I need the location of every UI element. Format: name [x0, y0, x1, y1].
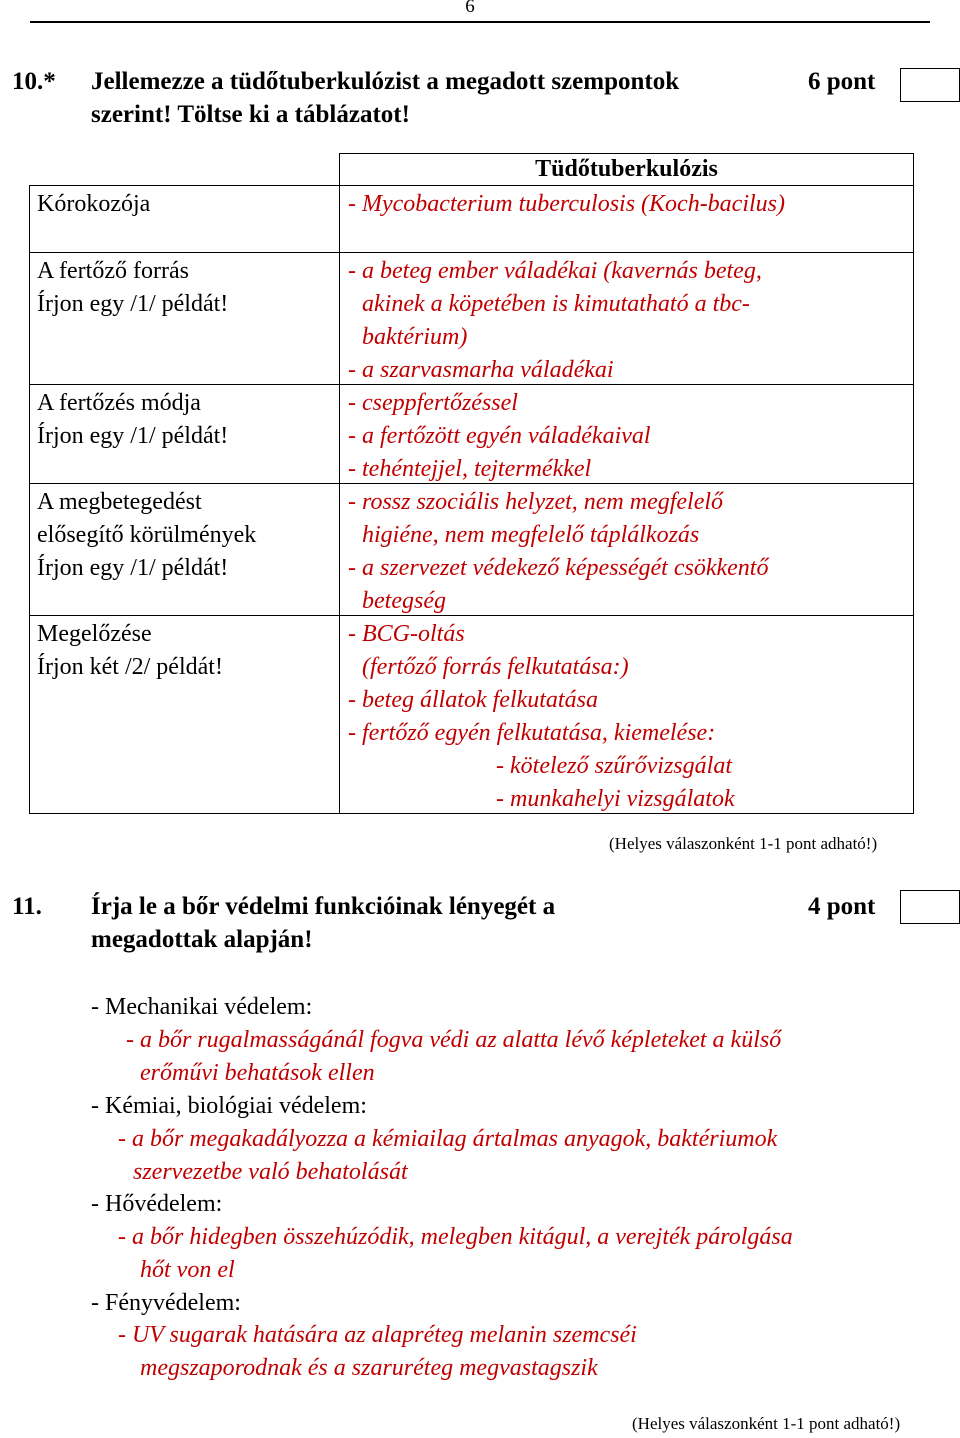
q11-title-line2: megadottak alapján! [91, 926, 313, 953]
q11-number: 11. [12, 893, 42, 920]
q11-answer-line: - a bőr rugalmasságánál fogva védi az alatta lévő képleteket a külső [126, 1027, 782, 1053]
answer-line: higiéne, nem megfelelő táplálkozás [362, 522, 700, 548]
q11-heading-kemiai: - Kémiai, biológiai védelem: [91, 1093, 367, 1119]
top-rule [30, 21, 930, 23]
q11-answer-line: erőművi behatások ellen [140, 1060, 375, 1086]
answer-line: - Mycobacterium tuberculosis (Koch-bacilus) [348, 191, 786, 217]
q10-points: 6 pont [808, 68, 876, 95]
q11-heading-mechanikai: - Mechanikai védelem: [91, 994, 313, 1020]
row-label-megelozes [30, 616, 340, 814]
row-label-fertozo-forras [30, 253, 340, 385]
label-line: elősegítő körülmények [37, 522, 257, 548]
row-answer-fertozes-modja [340, 385, 914, 484]
row-label-korokozo [30, 186, 340, 253]
q11-title-line1: Írja le a bőr védelmi funkcióinak lényegét a [91, 893, 556, 920]
answer-line: baktérium) [362, 324, 468, 350]
q11-answer-line: szervezetbe való behatolását [133, 1159, 408, 1185]
answer-line: (fertőző forrás felkutatása:) [362, 654, 629, 680]
row-answer-megelozes [340, 616, 914, 814]
q11-answer-line: - UV sugarak hatására az alapréteg melanin szemcséi [118, 1322, 637, 1348]
table-corner [30, 154, 340, 186]
q10-score-box[interactable] [900, 68, 960, 102]
q11-answer-line: hőt von el [140, 1257, 235, 1283]
label-line: Kórokozója [37, 191, 151, 217]
label-line: A fertőző forrás [37, 258, 189, 284]
answer-line: akinek a köpetében is kimutatható a tbc- [362, 291, 750, 317]
q11-score-box[interactable] [900, 890, 960, 924]
label-line: Megelőzése [37, 621, 152, 647]
answer-line: - a beteg ember váladékai (kavernás beteg, [348, 258, 762, 284]
row-label-korulmenyek [30, 484, 340, 616]
q10-title-line2: szerint! Töltse ki a táblázatot! [91, 101, 410, 128]
answer-line: - cseppfertőzéssel [348, 390, 518, 416]
label-line: A megbetegedést [37, 489, 202, 515]
q10-title-line1: Jellemezze a tüdőtuberkulózist a megadott szempontok [91, 68, 680, 95]
q11-heading-fenyvedelem: - Fényvédelem: [91, 1290, 241, 1316]
answer-line: - BCG-oltás [348, 621, 465, 647]
answer-line: betegség [362, 588, 446, 614]
q10-scoring-note: (Helyes válaszonként 1-1 pont adható!) [609, 834, 878, 853]
answer-line: - munkahelyi vizsgálatok [496, 786, 735, 812]
label-line: Írjon két /2/ példát! [37, 654, 223, 680]
q10-number: 10.* [12, 68, 56, 95]
row-answer-fertozo-forras [340, 253, 914, 385]
row-answer-korokozo [340, 186, 914, 253]
row-answer-korulmenyek [340, 484, 914, 616]
q11-heading-hovedelem: - Hővédelem: [91, 1191, 223, 1217]
answer-line: - a fertőzött egyén váladékaival [348, 423, 651, 449]
q11-answer-line: - a bőr hidegben összehúzódik, melegben kitágul, a verejték párolgása [118, 1224, 793, 1250]
label-line: A fertőzés módja [37, 390, 201, 416]
q10-table [29, 153, 914, 814]
label-line: Írjon egy /1/ példát! [37, 291, 229, 317]
q11-answer-line: - a bőr megakadályozza a kémiailag ártalmas anyagok, baktériumok [118, 1126, 778, 1152]
label-line: Írjon egy /1/ példát! [37, 555, 229, 581]
answer-line: - a szervezet védekező képességét csökkentő [348, 555, 769, 581]
q11-scoring-note: (Helyes válaszonként 1-1 pont adható!) [632, 1414, 901, 1433]
answer-line: - beteg állatok felkutatása [348, 687, 598, 713]
q11-points: 4 pont [808, 893, 876, 920]
answer-line: - rossz szociális helyzet, nem megfelelő [348, 489, 724, 515]
page-number: 6 [465, 0, 475, 17]
table-header: Tüdőtuberkulózis [340, 154, 914, 186]
label-line: Írjon egy /1/ példát! [37, 423, 229, 449]
row-label-fertozes-modja [30, 385, 340, 484]
answer-line: - a szarvasmarha váladékai [348, 357, 614, 383]
q11-answer-line: megszaporodnak és a szaruréteg megvastagszik [140, 1355, 598, 1381]
answer-line: - kötelező szűrővizsgálat [496, 753, 732, 779]
answer-line: - fertőző egyén felkutatása, kiemelése: [348, 720, 716, 746]
answer-line: - tehéntejjel, tejtermékkel [348, 456, 592, 482]
